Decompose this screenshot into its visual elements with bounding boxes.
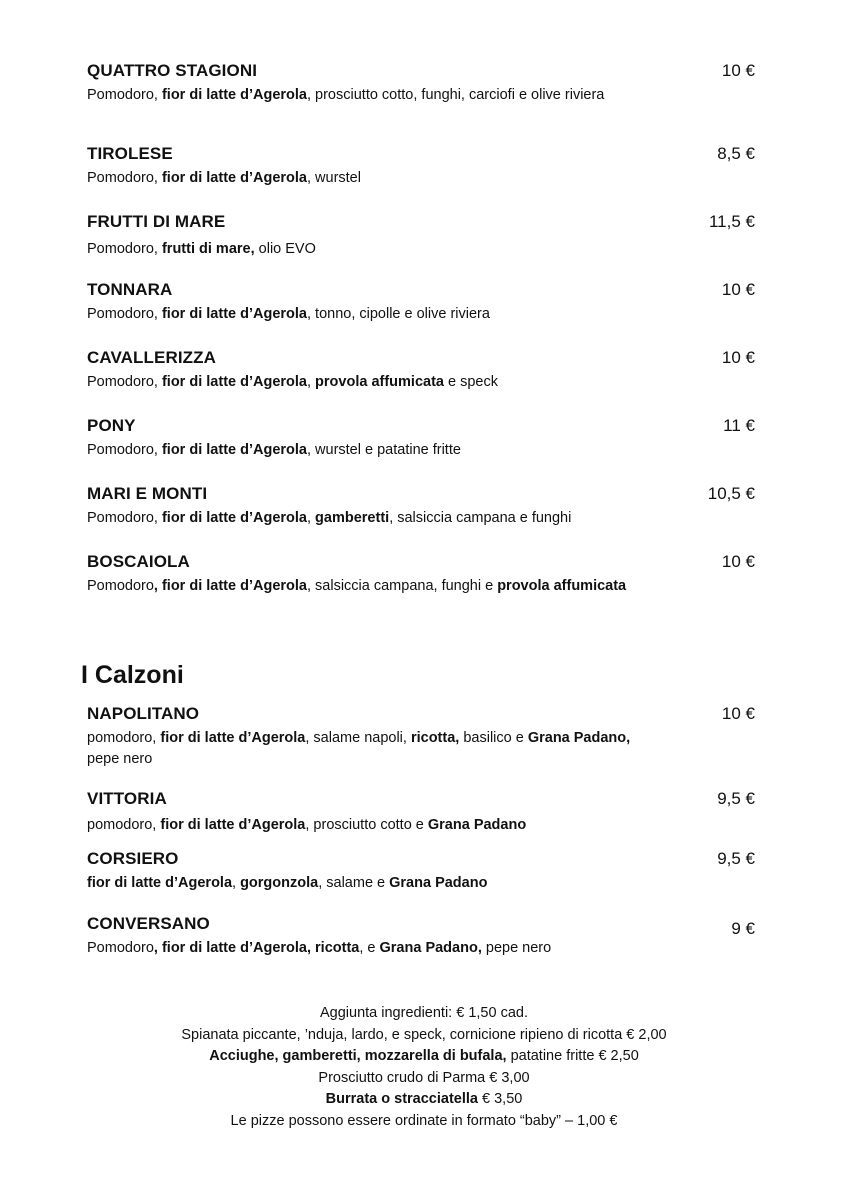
- item-description: [87, 239, 647, 260]
- text-run: Pomodoro,: [87, 374, 162, 390]
- item-name: PONY: [87, 416, 136, 435]
- text-run: , salsiccia campana, funghi e: [306, 578, 498, 594]
- text-run: olio EVO: [254, 241, 316, 257]
- menu-item: [87, 914, 757, 959]
- text-bold-run: fior di latte d’Agerola: [160, 730, 306, 746]
- text-bold-run: fior di latte d’Agerola: [161, 510, 307, 526]
- menu-item: [87, 144, 757, 189]
- extras-line: [0, 1003, 848, 1025]
- text-run: Aggiunta ingredienti: € 1,50 cad.: [320, 1005, 528, 1021]
- section-title: I Calzoni: [81, 661, 184, 689]
- text-run: ,: [306, 374, 316, 390]
- text-bold-run: Acciughe, gamberetti, mozzarella di bufala,: [209, 1048, 507, 1064]
- text-bold-run: gorgonzola: [240, 875, 319, 891]
- text-run: basilico e: [459, 730, 528, 746]
- menu-item: [87, 280, 757, 325]
- item-description: [87, 440, 647, 461]
- text-bold-run: fior di latte d’Agerola: [161, 306, 307, 322]
- text-run: Le pizze possono essere ordinate in formato “baby” – 1,00 €: [230, 1112, 618, 1129]
- text-run: , wurstel: [306, 170, 361, 186]
- item-price: 10 €: [721, 704, 755, 723]
- menu-item: [87, 348, 757, 393]
- text-run: Prosciutto crudo di Parma € 3,00: [318, 1069, 530, 1086]
- text-bold-run: Grana Padano,: [379, 940, 482, 956]
- item-description: [87, 873, 647, 894]
- text-run: , tonno, cipolle e olive riviera: [306, 306, 490, 322]
- menu-item: [87, 552, 757, 597]
- item-description: [87, 372, 647, 393]
- text-run: Spianata piccante, ’nduja, lardo, e speck, cornicione ripieno di ricotta € 2,00: [181, 1026, 667, 1043]
- text-bold-run: Grana Padano,: [527, 730, 631, 746]
- item-name: MARI E MONTI: [87, 484, 208, 503]
- text-bold-run: fior di latte d’Agerola: [160, 817, 306, 833]
- text-run: pepe nero: [87, 751, 153, 767]
- extras-line: [0, 1025, 848, 1047]
- text-bold-run: Grana Padano: [389, 875, 488, 891]
- text-bold-run: Grana Padano: [427, 817, 527, 833]
- text-bold-run: frutti di mare,: [161, 241, 255, 257]
- text-run: pepe nero: [481, 940, 552, 956]
- item-name: CONVERSANO: [87, 914, 210, 933]
- text-bold-run: fior di latte d’Agerola: [161, 170, 307, 186]
- text-run: patatine fritte € 2,50: [506, 1048, 639, 1064]
- menu-item: [87, 416, 757, 461]
- item-price: 11 €: [723, 416, 755, 435]
- text-run: , salame napoli,: [305, 730, 411, 746]
- item-name: CAVALLERIZZA: [87, 348, 216, 367]
- item-price: 10 €: [721, 552, 755, 571]
- item-price: 9,5 €: [717, 849, 755, 868]
- text-bold-run: gamberetti: [315, 510, 390, 526]
- extras-notes: [0, 1003, 848, 1132]
- text-run: pomodoro,: [87, 817, 161, 833]
- item-description: [87, 85, 647, 106]
- text-run: , salame e: [318, 875, 390, 891]
- text-run: ,: [306, 510, 316, 526]
- item-description: [87, 938, 707, 959]
- text-run: Pomodoro,: [87, 241, 162, 257]
- item-price: 9 €: [731, 919, 755, 938]
- item-name: VITTORIA: [87, 789, 167, 808]
- text-run: , salsiccia campana e funghi: [389, 510, 572, 526]
- item-name: NAPOLITANO: [87, 704, 200, 723]
- item-description: [87, 728, 647, 770]
- extras-line: [0, 1089, 848, 1111]
- text-run: Pomodoro,: [87, 170, 162, 186]
- menu-item: [87, 704, 757, 770]
- item-price: 10 €: [721, 348, 755, 367]
- item-name: TONNARA: [87, 280, 173, 299]
- text-bold-run: , fior di latte d’Agerola, ricotta: [153, 940, 360, 956]
- item-description: [87, 576, 647, 597]
- text-bold-run: fior di latte d’Agerola: [87, 875, 233, 891]
- item-name: QUATTRO STAGIONI: [87, 61, 258, 80]
- item-name: FRUTTI DI MARE: [87, 212, 226, 231]
- menu-item: [87, 849, 757, 894]
- text-bold-run: Burrata o stracciatella: [325, 1091, 478, 1107]
- item-price: 10,5 €: [707, 484, 755, 503]
- menu-item: [87, 212, 757, 260]
- text-run: Pomodoro,: [87, 306, 162, 322]
- text-run: , prosciutto cotto, funghi, carciofi e olive riviera: [306, 87, 605, 103]
- text-run: pomodoro,: [87, 730, 161, 746]
- item-price: 10 €: [721, 61, 755, 80]
- text-run: Pomodoro,: [87, 87, 162, 103]
- item-price: 10 €: [721, 280, 755, 299]
- text-run: Pomodoro: [87, 940, 154, 956]
- text-run: ,: [232, 875, 241, 891]
- item-description: [87, 815, 647, 836]
- item-description: [87, 168, 647, 189]
- text-run: e speck: [443, 374, 498, 390]
- text-run: Pomodoro,: [87, 510, 162, 526]
- extras-line: [0, 1111, 848, 1133]
- menu-item: [87, 61, 757, 106]
- text-run: , prosciutto cotto e: [305, 817, 428, 833]
- text-run: , e: [359, 940, 380, 956]
- item-name: CORSIERO: [87, 849, 179, 868]
- text-bold-run: , fior di latte d’Agerola: [153, 578, 307, 594]
- extras-line: [0, 1068, 848, 1090]
- menu-item: [87, 789, 757, 836]
- text-bold-run: fior di latte d’Agerola: [161, 442, 307, 458]
- menu-item: [87, 484, 757, 529]
- text-bold-run: ricotta,: [410, 730, 460, 746]
- item-name: TIROLESE: [87, 144, 173, 163]
- item-description: [87, 508, 647, 529]
- item-name: BOSCAIOLA: [87, 552, 190, 571]
- text-run: € 3,50: [477, 1091, 523, 1107]
- item-price: 9,5 €: [717, 789, 755, 808]
- text-bold-run: fior di latte d’Agerola: [161, 87, 307, 103]
- text-bold-run: provola affumicata: [315, 374, 444, 390]
- text-run: , wurstel e patatine fritte: [306, 442, 461, 458]
- item-price: 8,5 €: [717, 144, 755, 163]
- text-bold-run: fior di latte d’Agerola: [161, 374, 307, 390]
- text-bold-run: provola affumicata: [497, 578, 627, 594]
- text-run: Pomodoro: [87, 578, 154, 594]
- text-run: Pomodoro,: [87, 442, 162, 458]
- extras-line: [0, 1046, 848, 1068]
- item-description: [87, 304, 647, 325]
- item-price: 11,5 €: [708, 212, 755, 231]
